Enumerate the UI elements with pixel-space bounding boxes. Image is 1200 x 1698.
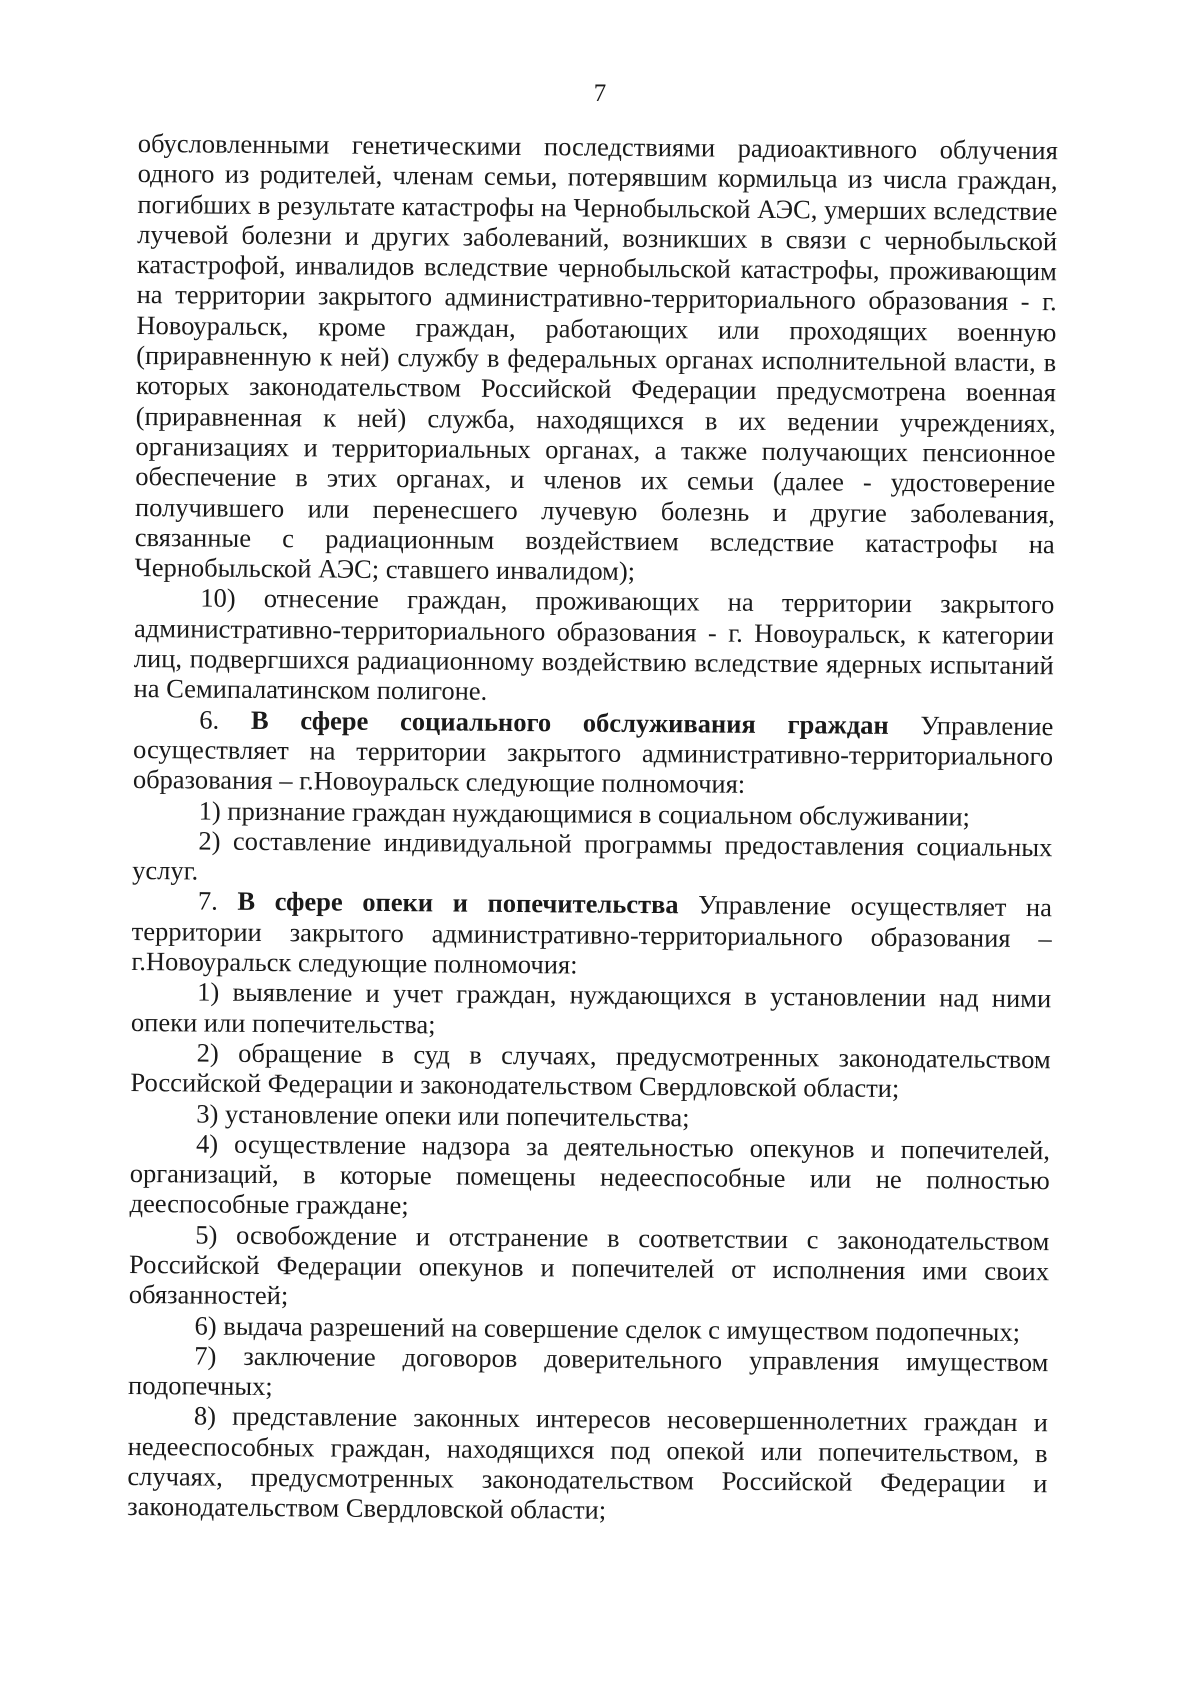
section-7-item-8: 8) представление законных интересов несовершеннолетних граждан и недееспособных граждан, находящихся под опекой или попечительством, в случаях, предусмотренных законодательством Российской Федерации и законодательством Свердловской области;: [127, 1400, 1048, 1526]
section-7-heading-paragraph: 7. В сфере опеки и попечительства Управление осуществляет на территории закрытого административно-территориального образования – г.Новоуральск следующие полномочия:: [131, 885, 1053, 980]
section-7-item-4: 4) осуществление надзора за деятельностью опекунов и попечителей, организаций, в которые помещены недееспособные или не полностью дееспособные граждане;: [129, 1128, 1051, 1221]
section-7-item-7: 7) заключение договоров доверительного управления имуществом подопечных;: [128, 1340, 1049, 1402]
section-7-item-5: 5) освобождение и отстранение в соответствии с законодательством Российской Федерации опекунов и попечителей от исполнения ими своих обязанностей;: [128, 1219, 1050, 1311]
section-7-title: В сфере опеки и попечительства: [237, 886, 679, 920]
paragraph-continuation: обусловленными генетическими последствиями радиоактивного облучения одного из родителей, членам семьи, потерявшим кормильца из числа граждан, погибших в результате катастрофы на Чернобыльской АЭС, умерших вследствие лучевой болезни и других заболеваний, возникших в связи с чернобыльской катастрофой, инвалидов вследствие чернобыльской катастрофы, проживающим на территории закрытого административно-территориального образования - г. Новоуральск, кроме граждан, работающих или проходящих военную (приравненную к ней) службу в федеральных органах исполнительной власти, в которых законодательством Российской Федерации предусмотрена военная (приравненная к ней) служба, находящихся в их ведении учреждениях, организациях и территориальных органах, а также получающих пенсионное обеспечение в этих органах, и членов их семьи (далее - удостоверение получившего или перенесшего лучевую болезнь и другие заболевания, связанные с радиационным воздействием вследствие катастрофы на Чернобыльской АЭС; ставшего инвалидом);: [134, 128, 1058, 587]
section-7-item-2: 2) обращение в суд в случаях, предусмотренных законодательством Российской Федерации и законодательством Свердловской области;: [130, 1037, 1051, 1104]
section-6-item-1: 1) признание граждан нуждающимися в социальном обслуживании;: [198, 795, 971, 832]
document-body: [127, 128, 1058, 1529]
section-7-item-6: 6) выдача разрешений на совершение сделок с имуществом подопечных;: [194, 1310, 1021, 1347]
list-item-10: 10) отнесение граждан, проживающих на территории закрытого административно-территориального образования - г. Новоуральск, к категории лиц, подвергшихся радиационному воздействию вследствие ядерных испытаний на Семипалатинском полигоне.: [133, 582, 1055, 707]
page-number: 7: [593, 80, 607, 107]
section-6-item-2: 2) составление индивидуальной программы предоставления социальных услуг.: [132, 825, 1053, 886]
section-7-item-1: 1) выявление и учет граждан, нуждающихся в установлении над ними опеки или попечительства;: [130, 976, 1052, 1039]
section-6-heading-paragraph: 6. В сфере социального обслуживания граждан Управление осуществляет на территории закрытого административно-территориального образования – г.Новоуральск следующие полномочия:: [132, 704, 1054, 800]
section-7-item-3: 3) установление опеки или попечительства;: [196, 1097, 690, 1132]
section-6-title: В сфере социального обслуживания граждан: [250, 704, 889, 740]
